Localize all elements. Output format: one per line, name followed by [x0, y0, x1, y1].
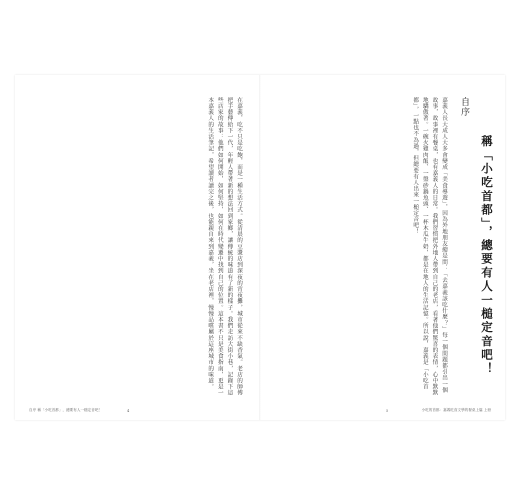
preface-title: 稱「小吃首都」，總要有人一槌定音吧！ [480, 135, 494, 376]
right-page-number: 5 [386, 409, 389, 413]
right-page [260, 75, 505, 420]
preface-label: 自序 [459, 97, 469, 117]
right-running-head: 小吃的首都：嘉義吃食文學的餐桌上篇 上冊 [421, 408, 491, 412]
book-spread [15, 75, 505, 420]
right-page-body-text: 嘉義人長大成人大多會變成「美食導遊」，因為外地朋友總是問：「去嘉義該吃什麼？」每一個問題都引出一個故事，故事裡有餐桌，也有嘉義人的日常。我們習慣把外地人帶到自己的老店，看著他們驚喜的表情，心中默默地驕傲著。一碗火雞肉飯、一盤砂鍋魚頭、一杯木瓜牛奶，都是在地人的生活記憶。所以說，嘉義是「小吃首都」，一點也不為過，但總要有人出來一槌定音吧！ [412, 97, 447, 396]
left-page-number: 4 [127, 409, 130, 413]
left-page-body-text: 在嘉義，吃不只是吃飽，而是一種生活方式。從清晨的豆漿店到深夜的宵夜攤，城市從來不缺香氣。老店的師傅把手藝傳給下一代，年輕人帶著新的想法回到家鄉，讓傳統的味道有了新的樣子。我們走訪大街小巷，記錄下這些店家的故事：他們如何開始，如何堅持，如何在時代變遷中找到自己的位置。這本書不只是美食指南，更是一本嘉義人的生活筆記，希望讀者讀完之後，也能親自來到嘉義，坐在老店裡，慢慢品嚐屬於這座城市的味道。 [207, 97, 242, 396]
left-page [15, 75, 260, 420]
left-running-head: 自序 稱「小吃首都」，總要有人一槌定音吧！ [29, 408, 103, 412]
